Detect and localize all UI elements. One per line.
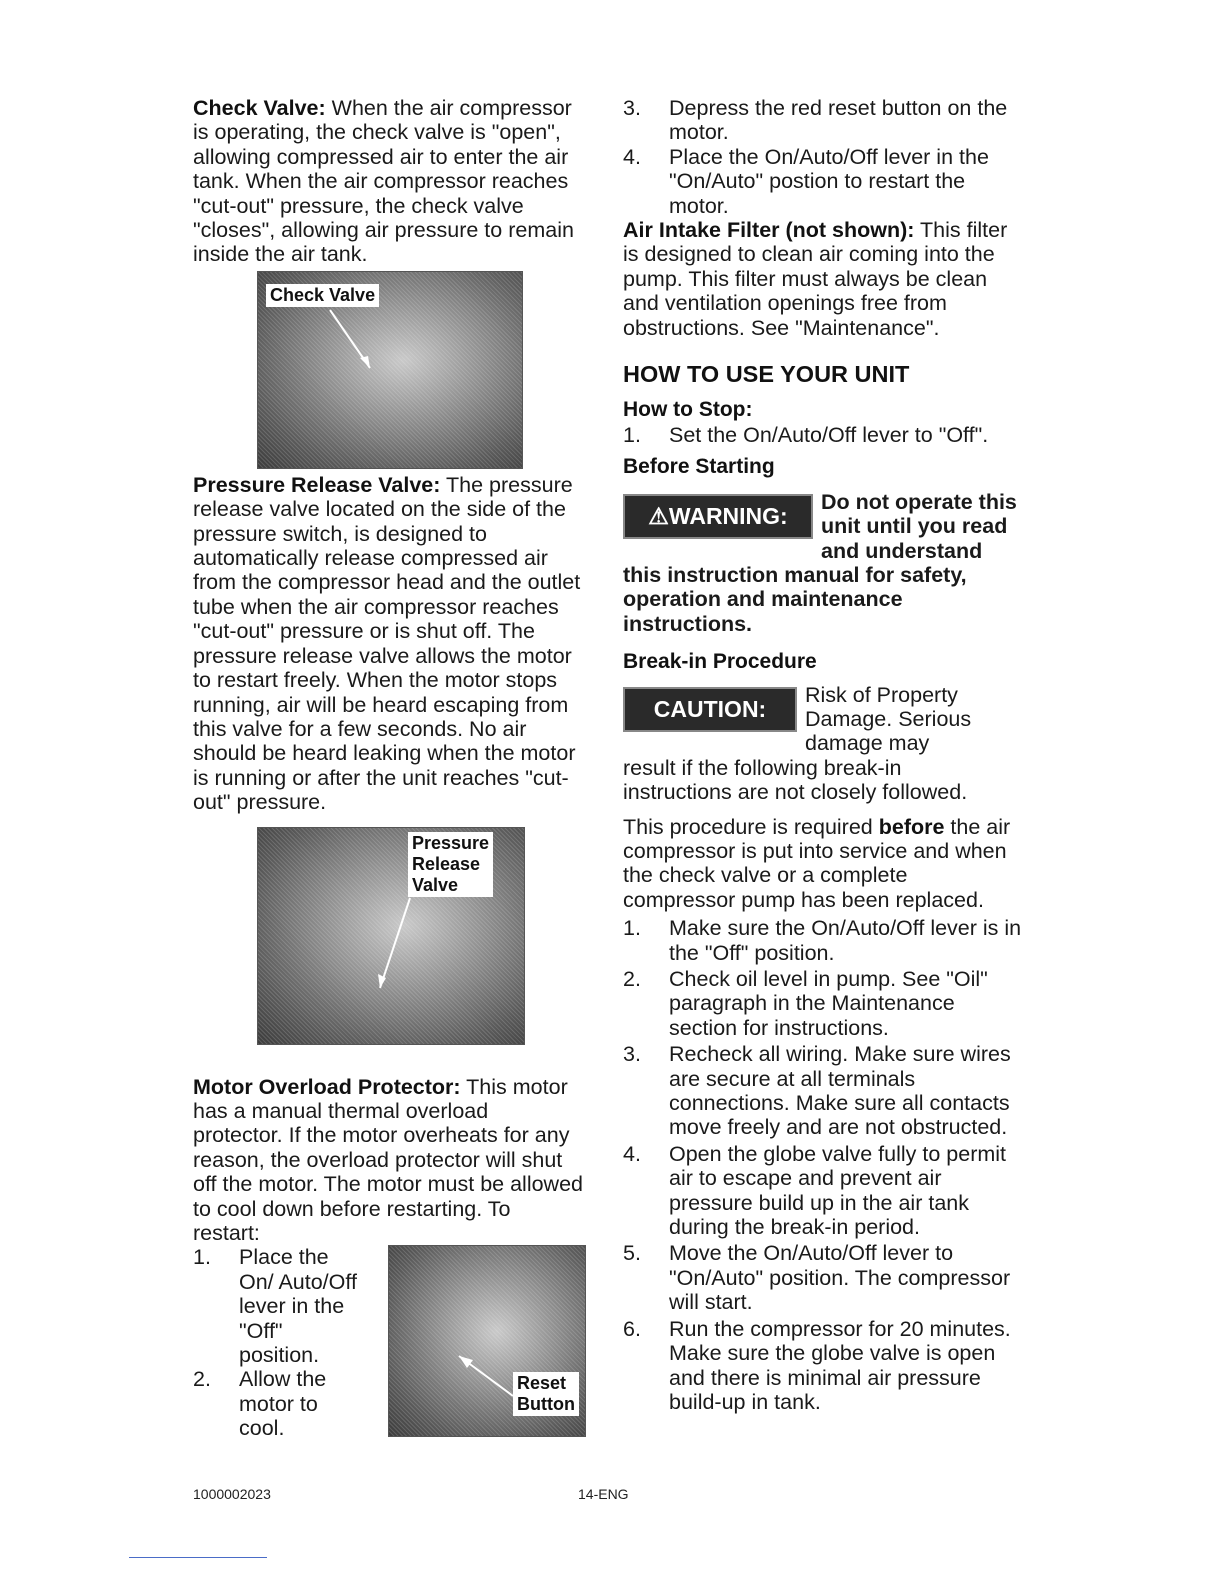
procedure-intro	[623, 815, 1023, 913]
step-text: Run the compressor for 20 minutes. Make sure the globe valve is open and there is minimal air pressure build-up in tank.	[669, 1316, 1011, 1414]
step-number: 2.	[623, 967, 641, 991]
reset-label-line-2: Button	[517, 1394, 575, 1415]
motor-overload-paragraph	[193, 1075, 583, 1246]
warning-block	[623, 490, 1023, 636]
motor-overload-heading: Motor Overload Protector:	[193, 1074, 461, 1099]
right-column	[623, 96, 1023, 1414]
air-intake-heading: Air Intake Filter (not shown):	[623, 218, 915, 243]
list-item	[623, 967, 1023, 1040]
step-number: 1.	[623, 422, 641, 447]
pressure-label-line-1: Pressure	[412, 832, 490, 853]
check-valve-paragraph	[193, 96, 583, 267]
procedure-intro-part-1: This procedure is required	[623, 814, 879, 839]
footer-doc-number: 1000002023	[193, 1486, 271, 1502]
air-intake-text: This filter is designed to clean air coming into the pump. This filter must always be clean and ventilation openings free from obstructions. See "Maintenance".	[623, 218, 1008, 340]
list-item	[623, 1142, 1023, 1240]
reset-button-arrow	[389, 1246, 585, 1436]
bottom-rule	[129, 1557, 267, 1558]
check-valve-heading: Check Valve:	[193, 96, 326, 120]
list-item	[623, 96, 1023, 145]
step-text: Place the On/ Auto/Off lever in the "Off" position.	[239, 1245, 357, 1367]
reset-label-line-1: Reset	[517, 1373, 567, 1394]
step-number: 4.	[623, 144, 641, 169]
left-column	[193, 96, 583, 1445]
before-starting-heading: Before Starting	[623, 455, 775, 479]
pressure-label-line-2: Release	[412, 853, 481, 874]
pressure-release-paragraph	[193, 473, 583, 815]
pressure-release-photo	[257, 827, 525, 1045]
step-text: Move the On/Auto/Off lever to "On/Auto" position. The compressor will start.	[669, 1241, 1011, 1315]
step-text: Place the On/Auto/Off lever in the "On/Auto" postion to restart the motor.	[669, 144, 989, 218]
step-number: 1.	[193, 1245, 211, 1270]
procedure-intro-part-2: the air compressor is put into service and when the check valve or a complete compressor pump has been replaced.	[623, 814, 1011, 912]
step-text: Depress the red reset button on the motor.	[669, 96, 1008, 145]
check-valve-text: When the air compressor is operating, the check valve is "open", allowing compressed air to enter the air tank. When the air compressor reaches "cut-out" pressure, the check valve "closes", allowing air pressure to remain inside the air tank.	[193, 96, 574, 267]
caution-text: Risk of Property Damage. Serious damage may result if the following break-in instructions are not closely followed.	[623, 682, 972, 805]
warning-text: Do not operate this unit until you read and understand this instruction manual for safety, operation and maintenance instructions.	[623, 489, 1017, 636]
list-item	[623, 1042, 1023, 1140]
caution-block	[623, 683, 983, 805]
restart-block	[193, 1245, 583, 1445]
how-to-stop-heading: How to Stop:	[623, 398, 753, 422]
pressure-release-text: The pressure release valve located on the side of the pressure switch, is designed to automatically release compressed air from the compressor head and the outlet tube when the air compressor reaches "cut-out" pressure or is shut off. The pressure release valve allows the motor to restart freely. When the motor stops running, air will be heard escaping from this valve for a few seconds. No air should be heard leaking when the motor is running or after the unit reaches "cut-out" pressure.	[193, 472, 581, 815]
step-number: 3.	[623, 96, 641, 120]
list-item	[623, 145, 1023, 218]
step-number: 3.	[623, 1042, 641, 1067]
warning-badge: ⚠WARNING:	[623, 494, 813, 539]
list-item	[193, 1245, 363, 1367]
break-in-steps-list	[623, 916, 1023, 1414]
motor-overload-text: This motor has a manual thermal overload protector. If the motor overheats for any reason, the overload protector will shut off the motor. The motor must be allowed to cool down before restarting. To restart:	[193, 1074, 583, 1245]
list-item	[623, 423, 1023, 447]
step-number: 6.	[623, 1316, 641, 1341]
step-number: 4.	[623, 1141, 641, 1166]
reset-button-photo	[388, 1245, 586, 1437]
list-item	[623, 1241, 1023, 1314]
restart-steps-continued	[623, 96, 1023, 218]
step-text: Recheck all wiring. Make sure wires are secure at all terminals connections. Make sure all contacts move freely and are not obstructed.	[669, 1042, 1011, 1140]
check-valve-arrow	[258, 272, 522, 468]
break-in-heading: Break-in Procedure	[623, 650, 817, 674]
step-text: Allow the motor to cool.	[239, 1367, 327, 1441]
step-text: Check oil level in pump. See "Oil" paragraph in the Maintenance section for instructions.	[669, 967, 988, 1040]
pressure-release-heading: Pressure Release Valve:	[193, 472, 441, 497]
air-intake-paragraph	[623, 218, 1023, 340]
step-text: Open the globe valve fully to permit air to escape and prevent air pressure build up in the air tank during the break-in period.	[669, 1141, 1007, 1240]
step-text: Make sure the On/Auto/Off lever is in the "Off" position.	[669, 916, 1022, 965]
restart-steps-list	[193, 1245, 363, 1440]
list-item	[193, 1367, 363, 1440]
list-item	[623, 1317, 1023, 1415]
procedure-intro-bold: before	[878, 814, 945, 839]
pressure-label-line-3: Valve	[412, 874, 459, 895]
caution-badge: CAUTION:	[623, 687, 797, 732]
list-item	[623, 916, 1023, 965]
check-valve-photo	[257, 271, 523, 469]
how-to-stop-list	[623, 423, 1023, 447]
pressure-release-arrow	[258, 828, 524, 1044]
footer-page-number: 14-ENG	[578, 1486, 629, 1502]
step-text: Set the On/Auto/Off lever to "Off".	[669, 422, 989, 447]
section-title: HOW TO USE YOUR UNIT	[623, 361, 910, 388]
step-number: 5.	[623, 1241, 641, 1266]
step-number: 2.	[193, 1367, 211, 1392]
check-valve-photo-label: Check Valve	[266, 284, 379, 307]
step-number: 1.	[623, 916, 641, 941]
